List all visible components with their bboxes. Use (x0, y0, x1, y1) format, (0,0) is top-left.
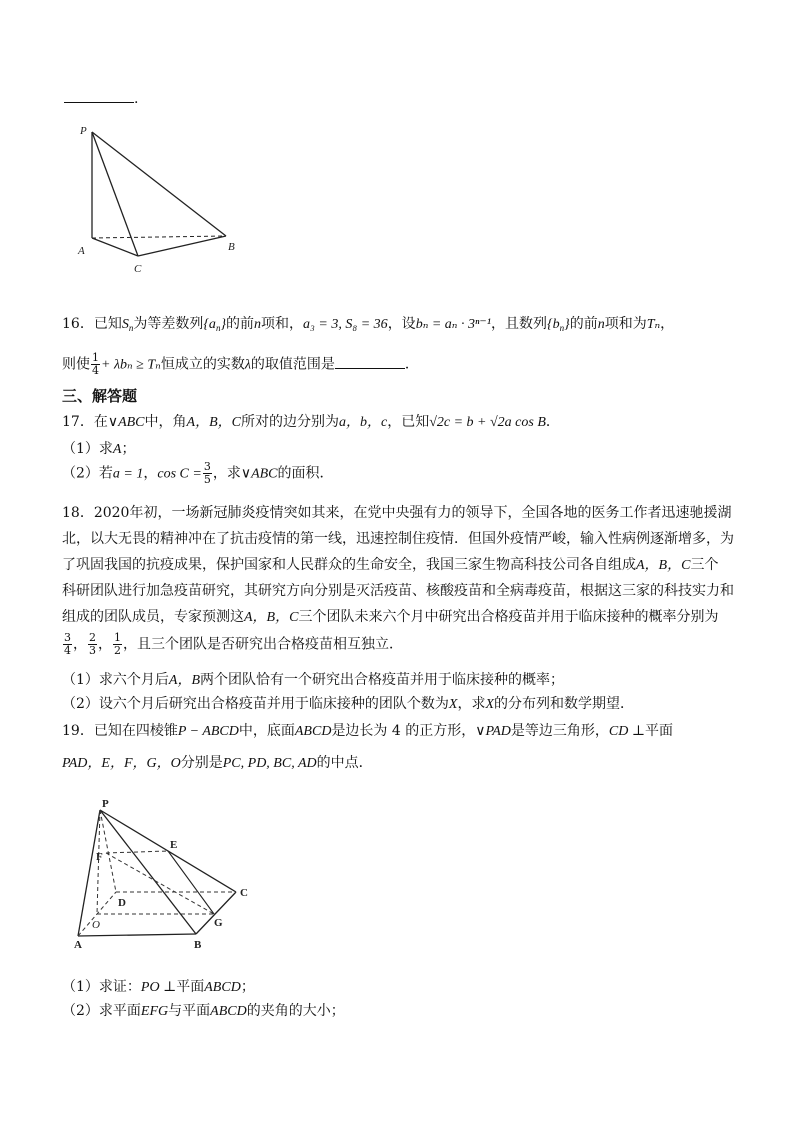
q17-part2: （2）若a = 1，cos C = $\frac{3}{5}$ ，求∨ABC的面积． (62, 460, 334, 486)
label-G: G (214, 917, 223, 929)
answer-blank-q16 (335, 356, 405, 369)
q17-stem: 17．在∨ABC中，角A，B，C所对的边分别为a，b，c，已知√2c = b + √2a cos B． (62, 414, 560, 430)
edge-AC (92, 238, 138, 256)
q18-line2: 北，以大无畏的精神冲在了抗击疫情的第一线，迅速控制住疫情．但国外疫情严峻，输入性病例逐渐增多，为 (62, 531, 734, 547)
section-title: 三、解答题 (62, 387, 138, 405)
figure-tetrahedron (70, 122, 250, 282)
label-F: F (96, 851, 103, 863)
label-A: A (74, 939, 82, 951)
answer-blank-prev: . (64, 88, 138, 107)
frac-three-fifths: $\frac{3}{5}$ (203, 460, 211, 486)
label-P: P (80, 125, 87, 137)
label-D: D (118, 897, 126, 909)
q19-part1: （1）求证：PO ⊥平面ABCD； (62, 979, 255, 995)
q18-part2: （2）设六个月后研究出合格疫苗并用于临床接种的团队个数为X，求X的分布列和数学期望． (62, 696, 635, 712)
frac-prob-A: $\frac{3}{4}$ (64, 631, 71, 657)
label-C: C (240, 887, 248, 899)
edge-EG (168, 851, 214, 914)
q19-part2: （2）求平面EFG与平面ABCD的夹角的大小； (62, 1003, 345, 1019)
label-E: E (170, 839, 178, 851)
label-B: B (228, 241, 235, 253)
edge-AB (78, 934, 196, 936)
frac-one-quarter: $\frac{1}{4}$ (92, 351, 99, 377)
label-C: C (134, 263, 142, 275)
frac-prob-B: $\frac{2}{3}$ (89, 631, 96, 657)
edge-PB (100, 810, 196, 934)
q18-part1: （1）求六个月后A，B两个团队恰有一个研究出合格疫苗并用于临床接种的概率； (62, 672, 565, 688)
q16-line1: 16．已知$S_n$为等差数列$\{a_n\}$的前n项和，a₃ = 3, S₈ = 36，设bₙ = aₙ · 3ⁿ⁻¹，且数列$\{b_n\}$的前n项和为Tₙ， (62, 316, 675, 333)
q18-line6: $\frac{3}{4}$ ， $\frac{2}{3}$ ， $\frac{1}{2}$ ，且三个团队是否研究出合格疫苗相互独立． (64, 631, 403, 657)
edge-FE-hidden (106, 851, 168, 853)
label-P: P (102, 798, 109, 810)
q19-line2: PAD，E，F，G，O分别是PC, PD, BC, AD的中点． (62, 755, 373, 771)
edge-PA (78, 810, 100, 936)
q17-part1: （1）求A； (62, 441, 136, 457)
q18-line3: 了巩固我国的抗疫成果，保护国家和人民群众的生命安全，我国三家生物高科技公司各自组成A，B，C三个 (62, 557, 719, 573)
edge-CB (138, 236, 226, 256)
edge-PB (92, 132, 226, 236)
label-A: A (78, 245, 85, 257)
q18-line1: 18．2020年初，一场新冠肺炎疫情突如其来，在党中央强有力的领导下，全国各地的医务工作者迅速驰援湖 (62, 505, 732, 521)
label-B: B (194, 939, 202, 951)
q19-line1: 19．已知在四棱锥P − ABCD中，底面ABCD是边长为 4 的正方形，∨PAD是等边三角形，CD ⊥平面 (62, 723, 674, 739)
frac-prob-C: $\frac{1}{2}$ (114, 631, 121, 657)
edge-AB-hidden (92, 236, 226, 238)
figure-pyramid (68, 796, 258, 956)
q16-line2: 则使 $\frac{1}{4}$ + λbₙ ≥ Tₙ恒成立的实数λ的取值范围是 ． (62, 351, 419, 377)
q18-line4: 科研团队进行加急疫苗研究，其研究方向分别是灭活疫苗、核酸疫苗和全病毒疫苗，根据这三家的科技实力和 (62, 583, 734, 599)
label-O: O (92, 919, 100, 931)
q18-line5: 组成的团队成员，专家预测这A，B，C三个团队未来六个月中研究出合格疫苗并用于临床接种的概率分别为 (62, 609, 719, 625)
